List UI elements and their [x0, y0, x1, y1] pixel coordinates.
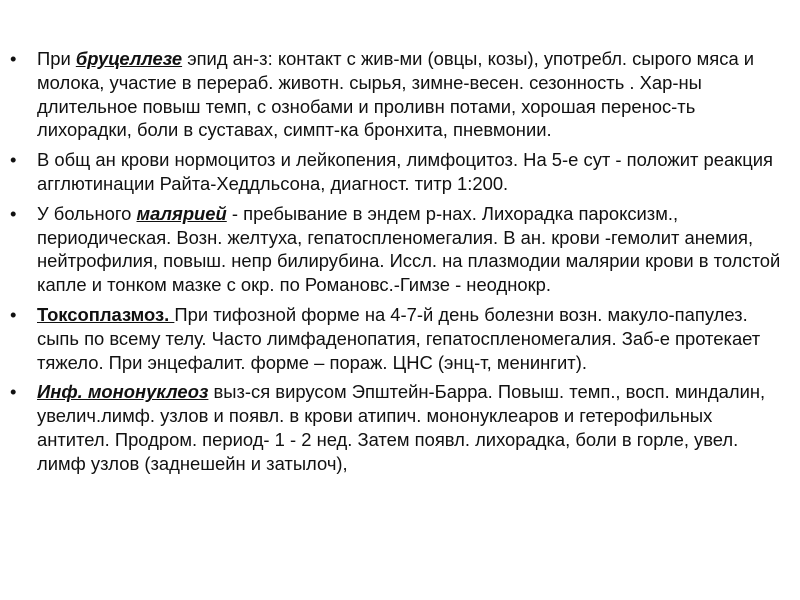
bullet-body-text: - пребывание в эндем р-нах. Лихорадка пароксизм., периодическая. Возн. желтуха, гепатоспленомегалия. В ан. крови -гемолит анемия, нейтрофилия, повыш. непр билирубина. Иссл. на плазмодии малярии крови в толстой капле и тонком мазке с окр. по Романовс.-Гимзе - неоднокр.: [37, 202, 781, 296]
bullet-body-text: выз-ся вирусом Эпштейн-Барра. Повыш. темп., восп. миндалин, увелич.лимф. узлов и появл. в крови атипич. мононуклеаров и гетерофильных антител. Продром. период- 1 - 2 нед. Затем появл. лихорадка, боли в горле, увел. лимф узлов (заднешейн и затылоч),: [37, 381, 766, 474]
bullet-toxoplasmosis: [0, 303, 800, 374]
term-malaria: малярией: [136, 202, 227, 224]
term-mononucleosis: Инф. мононуклеоз: [37, 381, 209, 403]
term-toxoplasmosis: Токсоплазмоз.: [37, 303, 175, 325]
bullet-brucellosis: [0, 47, 800, 142]
bullet-lead-text: При: [37, 48, 76, 69]
term-brucellosis: бруцеллезе: [75, 48, 183, 69]
bullet-mononucleosis: [0, 380, 800, 475]
bullet-marker: •: [10, 202, 17, 224]
bullet-body-text: При тифозной форме на 4-7-й день болезни возн. макуло-папулез. сыпь по всему телу. Часто лимфаденопатия, гепатоспленомегалия. Заб-е протекает тяжело. При энцефалит. форме – пораж. ЦНС (энц-т, менингит).: [37, 303, 761, 373]
bullet-marker: •: [10, 48, 17, 69]
bullet-blood-analysis: [0, 148, 800, 196]
bullet-marker: •: [10, 303, 17, 325]
bullet-body-text: В общ ан крови нормоцитоз и лейкопения, лимфоцитоз. На 5-е сут - положит реакция агглютинации Райта-Хеддльсона, диагност. титр 1:200.: [37, 149, 773, 194]
bullet-body-text: эпид ан-з: контакт с жив-ми (овцы, козы), употребл. сырого мяса и молока, участие в перераб. животн. сырья, зимне-весен. сезонность . Хар-ны длительное повыш темп, с ознобами и проливн потами, хорошая перенос-ть лихорадки, боли в суставах, симпт-ка бронхита, пневмонии.: [37, 48, 755, 141]
bullet-malaria: [0, 202, 800, 297]
bullet-list: [0, 47, 800, 482]
bullet-lead-text: У больного: [37, 202, 137, 224]
bullet-marker: •: [10, 381, 17, 403]
bullet-marker: •: [10, 149, 17, 171]
